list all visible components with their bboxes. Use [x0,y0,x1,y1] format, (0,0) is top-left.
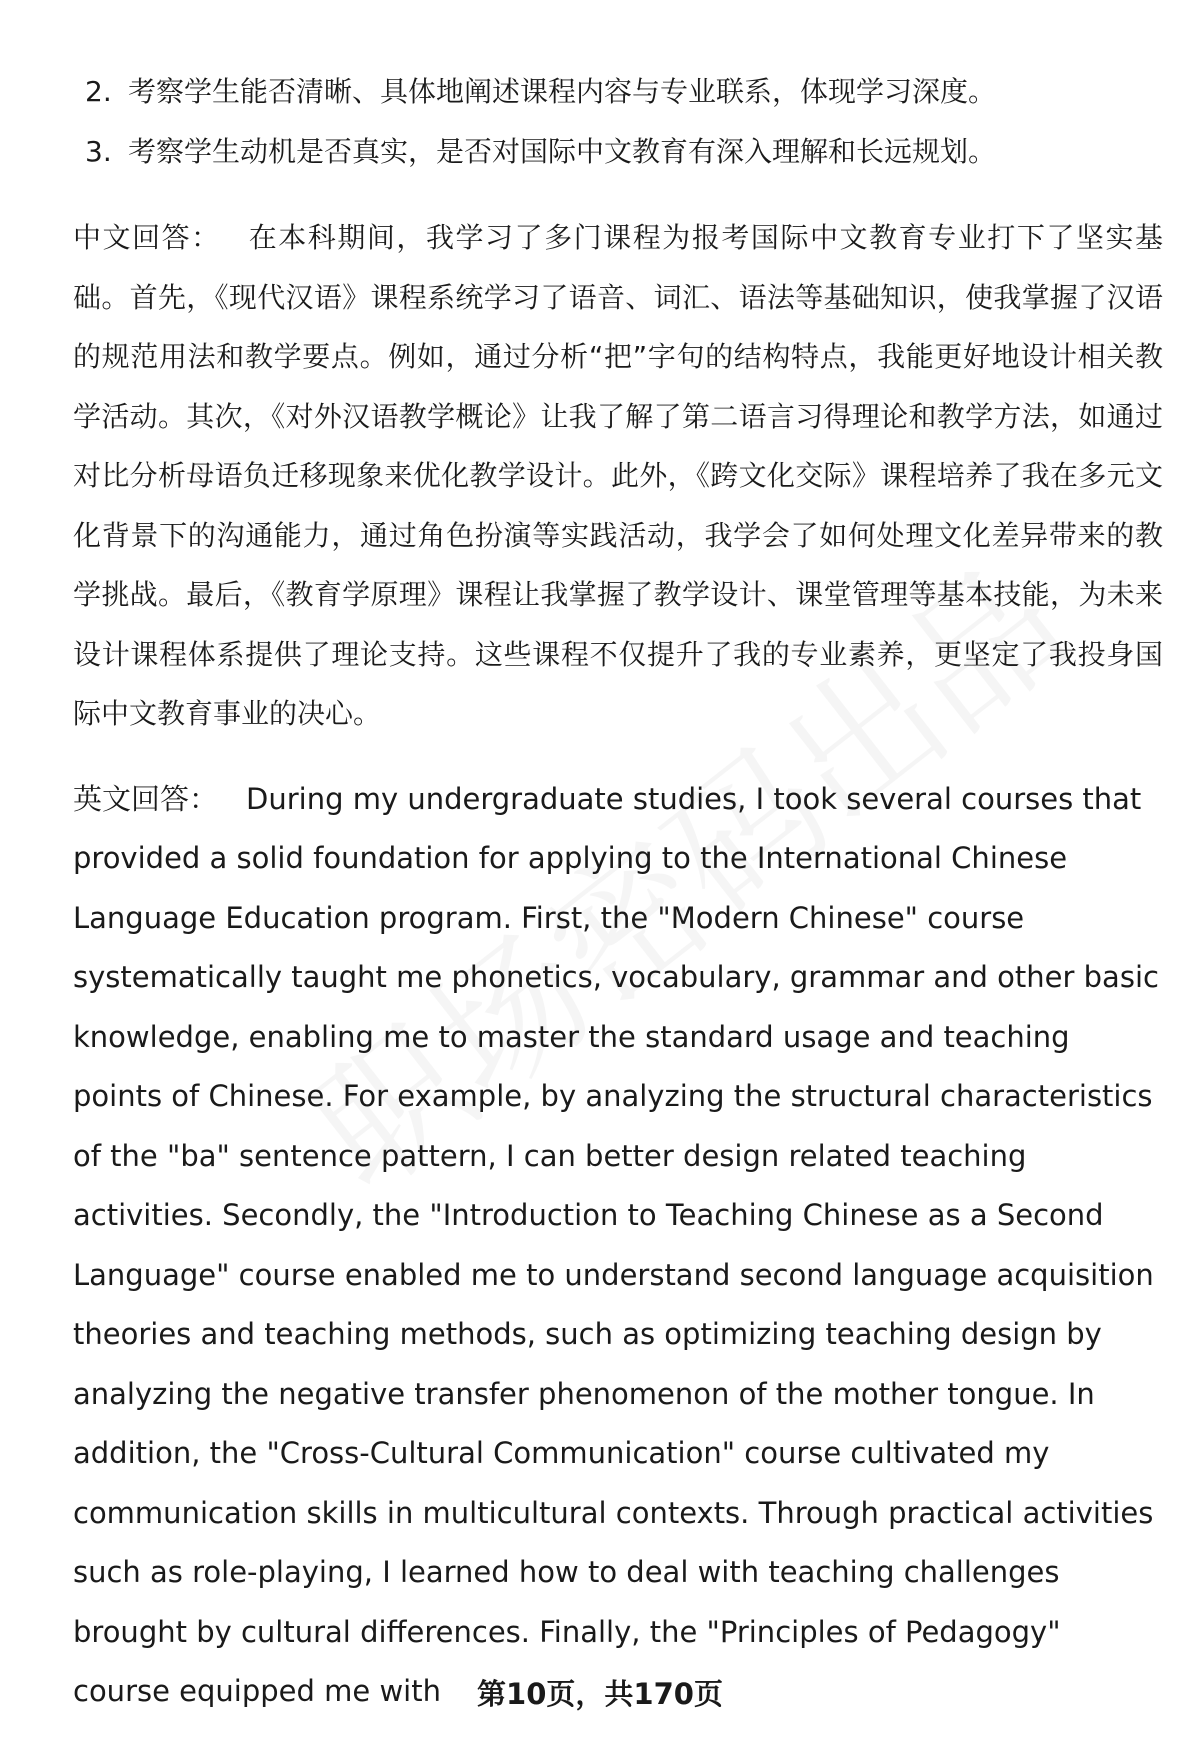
chinese-answer-paragraph [73,208,1163,744]
chinese-answer-label: 中文回答： [73,221,221,254]
list-item [73,62,1163,122]
english-answer-paragraph [73,770,1163,1722]
chinese-answer-text: 在本科期间，我学习了多门课程为报考国际中文教育专业打下了坚实基础。首先，《现代汉语》课程系统学习了语音、词汇、语法等基础知识，使我掌握了汉语的规范用法和教学要点。例如，通过分析“把”字句的结构特点，我能更好地设计相关教学活动。其次，《对外汉语教学概论》让我了解了第二语言习得理论和教学方法，如通过对比分析母语负迁移现象来优化教学设计。此外，《跨文化交际》课程培养了我在多元文化背景下的沟通能力，通过角色扮演等实践活动，我学会了如何处理文化差异带来的教学挑战。最后，《教育学原理》课程让我掌握了教学设计、课堂管理等基本技能，为未来设计课程体系提供了理论支持。这些课程不仅提升了我的专业素养，更坚定了我投身国际中文教育事业的决心。 [73,221,1163,730]
document-page [73,62,1163,1722]
list-item-text: 考察学生动机是否真实，是否对国际中文教育有深入理解和长远规划。 [128,135,997,168]
criteria-list [73,62,1163,182]
list-item-text: 考察学生能否清晰、具体地阐述课程内容与专业联系，体现学习深度。 [128,75,997,108]
english-answer-label: 英文回答： [73,781,219,816]
list-item-number: 3. [85,135,112,168]
list-item-number: 2. [85,75,112,108]
english-answer-text: During my undergraduate studies, I took several courses that provided a solid foundation for applying to the International Chinese Language Education program. First, the "Modern Chinese" course systematically taught me phonetics, vocabulary, grammar and other basic knowledge, enabling me to master the standard usage and teaching points of Chinese. For example, by analyzing the structural characteristics of the "ba" sentence pattern, I can better design related teaching activities. Secondly, the "Introduction to Teaching Chinese as a Second Language" course enabled me to understand second language acquisition theories and teaching methods, such as optimizing teaching design by analyzing the negative transfer phenomenon of the mother tongue. In addition, the "Cross-Cultural Communication" course cultivated my communication skills in multicultural contexts. Through practical activities such as role-playing, I learned how to deal with teaching challenges brought by cultural differences. Finally, the "Principles of Pedagogy" course equipped me with [73,781,1159,1708]
list-item [73,122,1163,182]
page-indicator: 第10页，共170页 [477,1677,723,1711]
